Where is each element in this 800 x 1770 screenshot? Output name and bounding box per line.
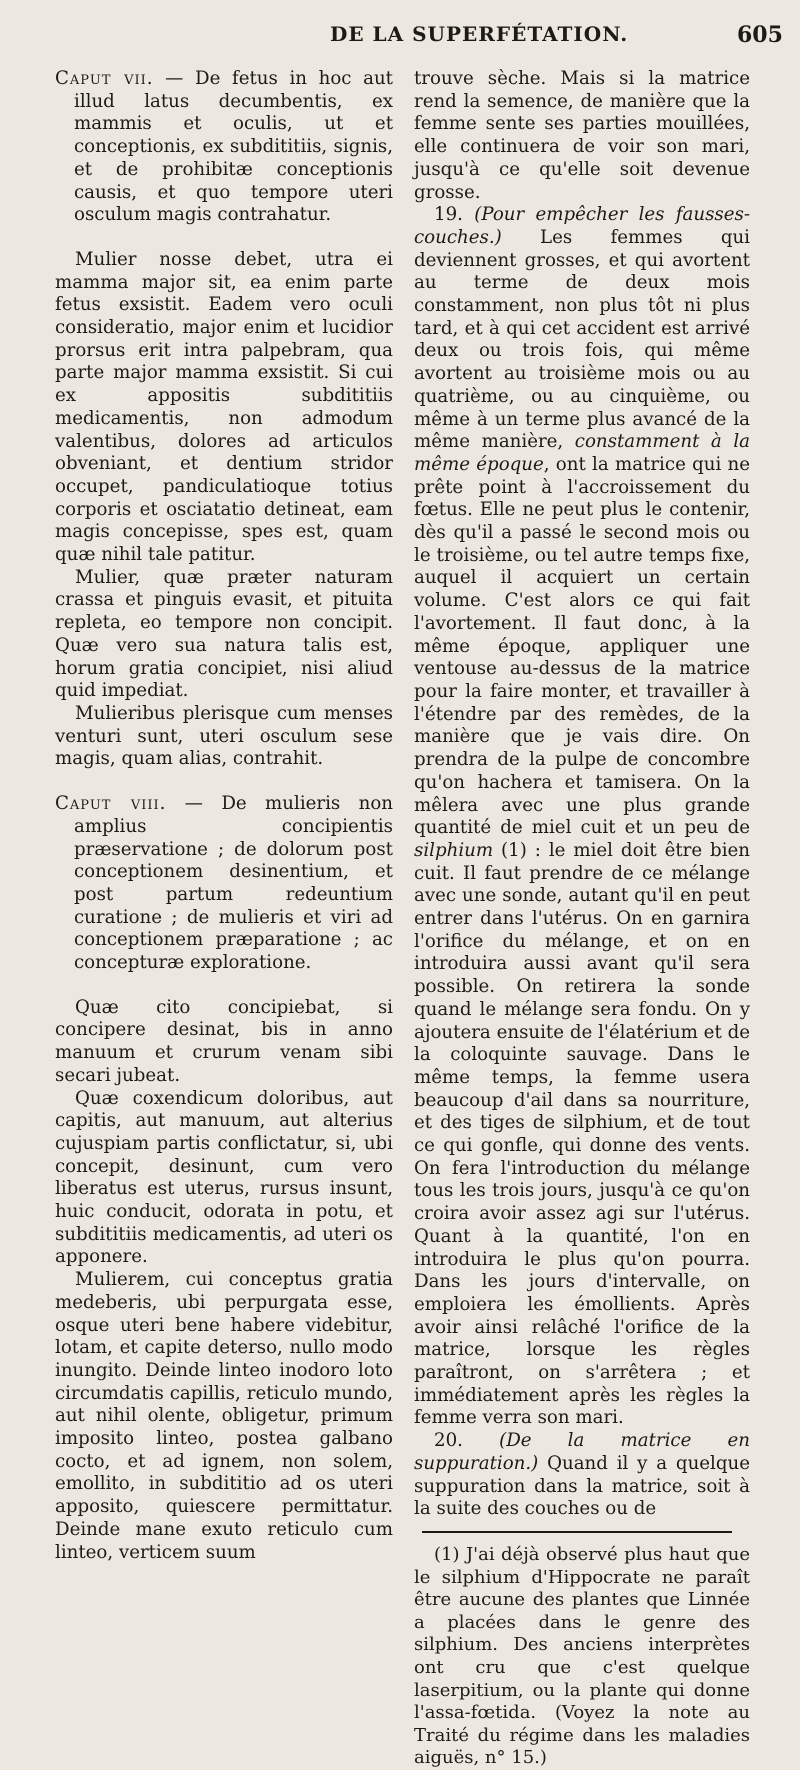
section-number: 20.	[434, 1430, 463, 1452]
page-header	[0, 20, 800, 60]
chapter-label: Caput vii.	[55, 68, 154, 89]
section-text: (1) : le miel doit être bien cuit. Il faut prendre de ce mélange avec une sonde, autant qu'il en peut entrer dans l'utérus. On en garnira l'orifice du mélange, et on en introduira aussi avant qu'il sera possible. On retirera la sonde quand le mélange sera fondu. On y ajoutera ensuite de l'élatérium et de la coloquinte sauvage. Dans le même temps, la femme usera beaucoup d'ail dans sa nourriture, et des tiges de silphium, et de tout ce qui gonfle, qui donne des vents. On fera l'introduction du mélange tous les trois jours, jusqu'à ce qu'on croira avoir assez agi sur l'utérus. Quant à la quantité, l'on en introduira le plus qu'on pourra. Dans les jours d'intervalle, on emploiera les émollients. Après avoir ainsi relâché l'orifice de la matrice, lorsque les règles paraîtront, on s'arrêtera ; et immédiatement après les règles la femme verra son mari.	[414, 839, 750, 1429]
paragraph: Mulier nosse debet, utra ei mamma major sit, ea enim parte fetus exsistit. Eadem vero oculi consideratio, major enim et lucidior prorsus erit intra palpebram, qua parte major mamma exsistit. Si cui ex appositis subdititiis medicamentis, non admodum valentibus, dolores ad articulos obveniant, et dentium stridor occupet, pandiculatioque totius corporis et osciatatio detineat, eam magis concepisse, spes est, quam quæ nihil tale patitur.	[55, 248, 393, 566]
section-19	[414, 204, 750, 1430]
chapter-heading-8	[55, 793, 393, 975]
paragraph: trouve sèche. Mais si la matrice rend la semence, de manière que la femme sente ses parties mouillées, elle continuera de voir son mari, jusqu'à ce qu'elle soit devenue grosse.	[414, 68, 750, 203]
section-emphasis: constamment à la même époque	[414, 431, 750, 475]
paragraph: Mulierem, cui conceptus gratia medeberis, ubi perpurgata esse, osque uteri bene habere videbitur, lotam, et capite deterso, nullo modo inungito. Deinde linteo inodoro loto circumdatis capillis, reticulo mundo, aut nihil olente, obligetur, primum imposito linteo, postea galbano cocto, et ad ignem, non solem, emollito, in subdititio ad os uteri apposito, quiescere permittatur. Deinde mane exuto reticulo cum linteo, verticem suum	[55, 1269, 393, 1563]
paragraph: Mulieribus plerisque cum menses venturi sunt, uteri osculum sese magis, quam alias, contrahit.	[55, 702, 393, 770]
chapter-label: Caput viii.	[55, 793, 167, 815]
chapter-heading-7	[55, 68, 393, 227]
footnote-text: (1) J'ai déjà observé plus haut que le silphium d'Hippocrate ne paraît être aucune des plantes que Linnée a placées dans le genre des silphium. Des anciens interprètes ont cru que c'est quelque laserpitium, ou la plante qui donne l'assa-fœtida. (Voyez la note au Traité du régime dans les maladies aiguës, n° 15.)	[414, 1544, 750, 1769]
footnote	[414, 1544, 750, 1770]
section-number: 19.	[434, 204, 463, 226]
chapter-title: — De fetus in hoc aut illud latus decumbentis, ex mammis et oculis, ut et conceptionis, ex subdititiis, signis, et de prohibitæ conceptionis causis, et quo tempore uteri osculum magis contrahatur.	[74, 68, 393, 226]
section-title: (De la matrice en suppuration.)	[414, 1430, 750, 1474]
left-column-latin	[55, 68, 393, 1564]
paragraph: Quæ cito concipiebat, si concipere desinat, bis in anno manuum et crurum venam sibi secari jubeat.	[55, 996, 393, 1086]
section-emphasis: silphium	[414, 839, 494, 861]
running-title: DE LA SUPERFÉTATION.	[330, 22, 629, 46]
section-text: Les femmes qui deviennent grosses, et qui avortent au terme de deux mois constamment, non plus tôt ni plus tard, et à qui cet accident est arrivé deux ou trois fois, qui même avortent au troisième mois ou au quatrième, ou au cinquième, ou même à un terme plus avancé de la même manière,	[414, 226, 750, 453]
chapter-title: — De mulieris non amplius concipientis præservatione ; de dolorum post conceptionem desinentium, et post partum redeuntium curatione ; de mulieris et viri ad conceptionem præparatione ; ac concepturæ exploratione.	[74, 793, 393, 974]
right-column-french	[414, 68, 750, 1770]
paragraph: Mulier, quæ præter naturam crassa et pinguis evasit, et pituita repleta, eo tempore non concipit. Quæ vero sua natura talis est, horum gratia concipiet, nisi aliud quid impediat.	[55, 566, 393, 702]
section-title: (Pour empêcher les fausses-couches.)	[414, 204, 750, 248]
footnote-divider	[422, 1531, 732, 1533]
paragraph: Quæ coxendicum doloribus, aut capitis, aut manuum, aut alterius cujuspiam partis conflictatur, si, ubi concepit, desinunt, cum vero liberatus est uterus, rursus insunt, huic conducit, odorata in potu, et subdititiis medicamentis, ad uteri os apponere.	[55, 1087, 393, 1268]
section-text: , ont la matrice qui ne prête point à l'accroissement du fœtus. Elle ne peut plus le contenir, dès qu'il a passé le second mois ou le troisième, ou tel autre temps fixe, auquel il acquiert un certain volume. C'est alors ce qui fait l'avortement. Il faut donc, à la même époque, appliquer une ventouse au-dessus de la matrice pour la faire monter, et travailler à l'étendre par des remèdes, de la manière que je vais dire. On prendra de la pulpe de concombre qu'on hachera et tamisera. On la mêlera avec une plus grande quantité de miel cuit et un peu de	[414, 453, 751, 839]
section-20	[414, 1430, 750, 1521]
page-number: 605	[737, 22, 783, 48]
section-text: Quand il y a quelque suppuration dans la matrice, soit à la suite des couches ou de	[414, 1452, 750, 1520]
